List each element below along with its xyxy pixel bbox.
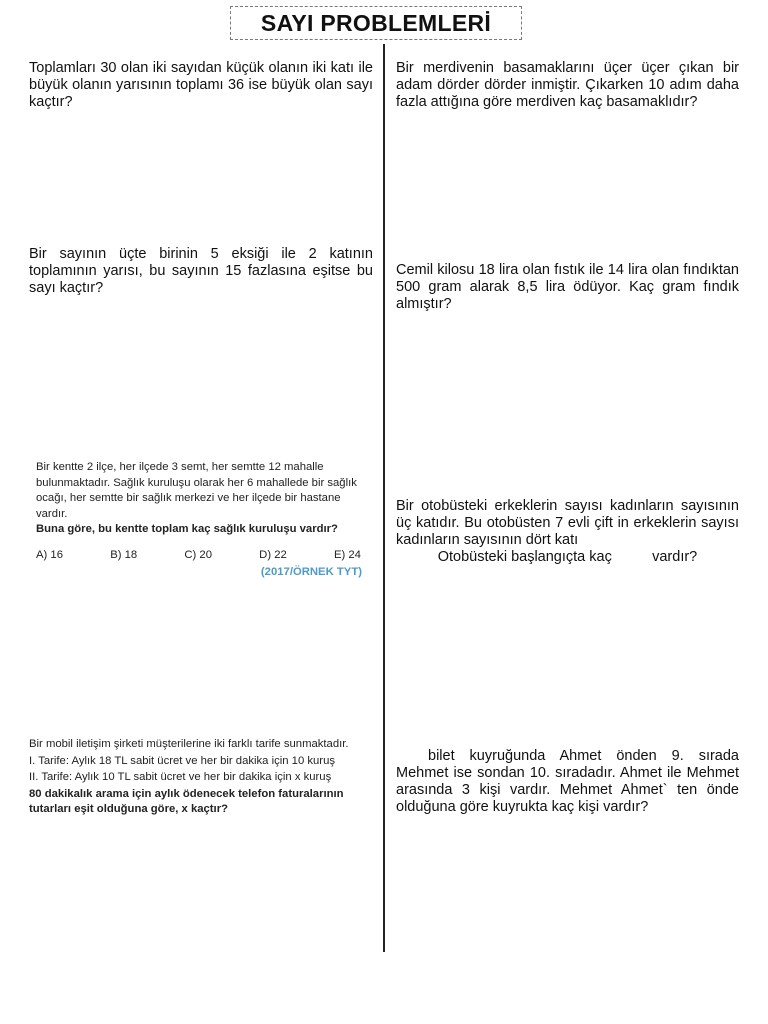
scan2-tarife-2: II. Tarife: Aylık 10 TL sabit ücret ve her bir dakika için x kuruş	[29, 771, 332, 783]
column-divider	[383, 44, 385, 952]
question-6-text: Bir otobüsteki erkeklerin sayısı kadınların sayısının üç katıdır. Bu otobüsten 7 evli çift in erkeklerin sayısı kadınların sayısının dört katı	[396, 498, 739, 548]
scan1-question: Buna göre, bu kentte toplam kaç sağlık kuruluşu vardır?	[36, 523, 338, 535]
option-a: A) 16	[36, 548, 64, 561]
option-e: E) 24	[333, 548, 361, 561]
scan2-question: 80 dakikalık arama için aylık ödenecek telefon faturalarının tutarları eşit olduğuna göre, x kaçtır?	[29, 787, 344, 815]
question-6	[396, 498, 739, 566]
option-c: C) 20	[184, 548, 212, 561]
scan1-options	[36, 548, 361, 564]
option-d: D) 22	[259, 548, 287, 561]
question-1: Toplamları 30 olan iki sayıdan küçük olanın iki katı ile büyük olanın yarısının toplamı 36 ise büyük olan sayı kaçtır?	[29, 60, 373, 110]
question-6-ending: Otobüsteki başlangıçta kaç vardır?	[437, 549, 698, 565]
scan2-tarife-1: I. Tarife: Aylık 18 TL sabit ücret ve her bir dakika için 10 kuruş	[29, 754, 336, 767]
option-b: B) 18	[110, 548, 138, 561]
scanned-question-2	[29, 737, 375, 818]
question-2: Bir merdivenin basamaklarını üçer üçer çıkan bir adam dörder dörder inmiştir. Çıkarken 10 adım daha fazla attığına göre merdiven kaç basamaklıdır?	[396, 60, 739, 110]
scan1-source: (2017/ÖRNEK TYT)	[260, 566, 362, 578]
question-3: Bir sayının üçte birinin 5 eksiği ile 2 katının toplamının yarısı, bu sayının 15 fazlasına eşitse bu sayı kaçtır?	[29, 246, 373, 296]
scan2-text: Bir mobil iletişim şirketi müşterilerine iki farklı tarife sunmaktadır.	[29, 738, 349, 750]
question-8: bilet kuyruğunda Ahmet önden 9. sırada Mehmet ise sondan 10. sıradadır. Ahmet ile Mehmet arasında 3 kişi vardır. Mehmet Ahmet` ten önde olduğuna göre kuyrukta kaç kişi vardır?	[396, 748, 739, 815]
scan1-text: Bir kentte 2 ilçe, her ilçede 3 semt, her semtte 12 mahalle bulunmaktadır. Sağlık kuruluşu olarak her 6 mahallede bir sağlık ocağı, her semtte bir sağlık merkezi ve her ilçede bir hastane vardır.	[36, 461, 357, 520]
question-4: Cemil kilosu 18 lira olan fıstık ile 14 lira olan fındıktan 500 gram alarak 8,5 lira ödüyor. Kaç gram fındık almıştır?	[396, 262, 739, 312]
scanned-question-1	[36, 460, 370, 581]
page-title: SAYI PROBLEMLERİ	[230, 6, 522, 40]
